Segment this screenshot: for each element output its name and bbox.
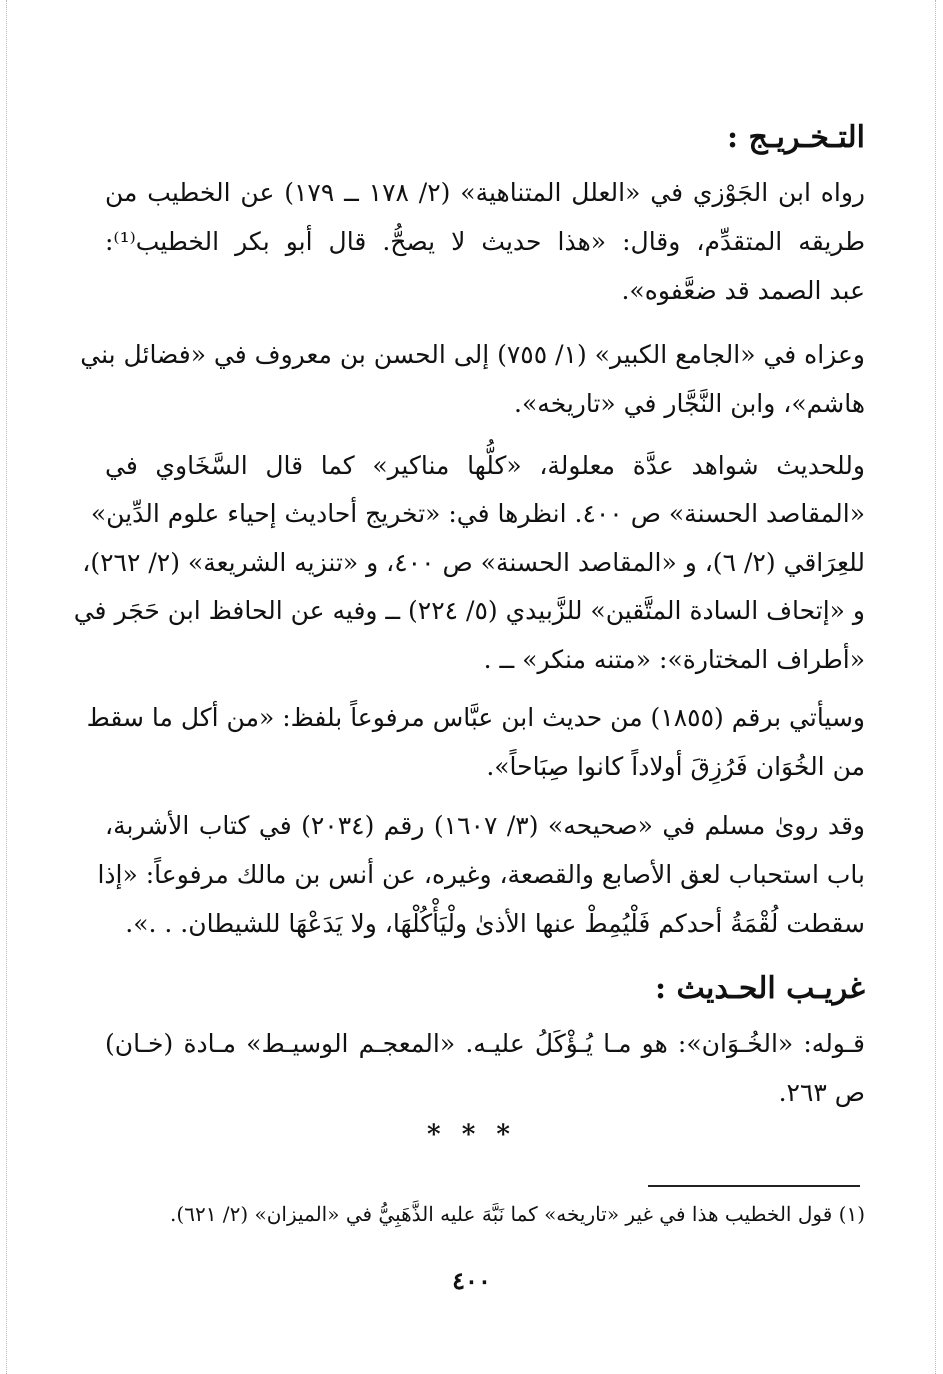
text-line: وللحديث شواهد عدَّة معلولة، «كلُّها مناكير» كما قال السَّخَاوي في	[105, 451, 865, 480]
text-line: و «إتحاف السادة المتَّقين» للزَّبيدي (٥/ ٢٢٤) ــ وفيه عن الحافظ ابن حَجَر في	[73, 596, 865, 625]
footnote-1: (١) قول الخطيب هذا في غير «تاريخه» كما نَبَّهَ عليه الذَّهَبِيُّ في «الميزان» (٢/ ٦٢١).	[170, 1202, 865, 1226]
text-line: طريقه المتقدِّم، وقال: «هذا حديث لا يصحُّ. قال أبو بكر الخطيب⁽¹⁾:	[105, 227, 865, 256]
section-separator: * * *	[427, 1120, 516, 1150]
text-line: ص ٢٦٣.	[778, 1078, 865, 1107]
takhrij-heading: التـخـريـج :	[726, 120, 865, 155]
text-line: وسيأتي برقم (١٨٥٥) من حديث ابن عبَّاس مرفوعاً بلفظ: «من أكل ما سقط	[86, 703, 865, 732]
text-line: وقد روىٰ مسلم في «صحيحه» (٣/ ١٦٠٧) رقم (٢٠٣٤) في كتاب الأشربة،	[105, 811, 866, 840]
gharib-heading: غريـب الحـديث :	[655, 971, 865, 1006]
text-line: هاشم»، وابن النَّجَّار في «تاريخه».	[514, 389, 865, 418]
page-number: ٤٠٠	[452, 1266, 491, 1295]
text-line: باب استحباب لعق الأصابع والقصعة، وغيره، عن أنس بن مالك مرفوعاً: «إذا	[97, 860, 865, 889]
text-line: وعزاه في «الجامع الكبير» (١/ ٧٥٥) إلى الحسن بن معروف في «فضائل بني	[80, 340, 865, 369]
scan-edge-right	[935, 0, 936, 1374]
text-line: سقطت لُقْمَةُ أحدكم فَلْيُمِطْ عنها الأذىٰ ولْيَأْكُلْهَا، ولا يَدَعْهَا للشيطان. . .».	[125, 909, 865, 938]
text-line: عبد الصمد قد ضعَّفوه».	[621, 276, 865, 305]
scan-edge-left	[6, 0, 7, 1374]
footnote-divider	[648, 1185, 860, 1187]
text-line: رواه ابن الجَوْزي في «العلل المتناهية» (٢/ ١٧٨ ــ ١٧٩) عن الخطيب من	[105, 178, 865, 207]
text-line: للعِرَاقي (٢/ ٦)، و «المقاصد الحسنة» ص ٤٠٠، و «تنزيه الشريعة» (٢/ ٢٦٢)،	[82, 548, 865, 577]
text-line: «أطراف المختارة»: «متنه منكر» ــ .	[483, 645, 865, 674]
text-line: «المقاصد الحسنة» ص ٤٠٠. انظرها في: «تخريج أحاديث إحياء علوم الدِّين»	[90, 499, 865, 528]
text-line: من الخُوَان فَرُزِقَ أولاداً كانوا صِبَاحاً».	[486, 752, 865, 781]
text-line: قـوله: «الخُـوَان»: هو مـا يُـؤْكَلُ عليـه. «المعجـم الوسيـط» مـادة (خـان)	[105, 1029, 865, 1058]
